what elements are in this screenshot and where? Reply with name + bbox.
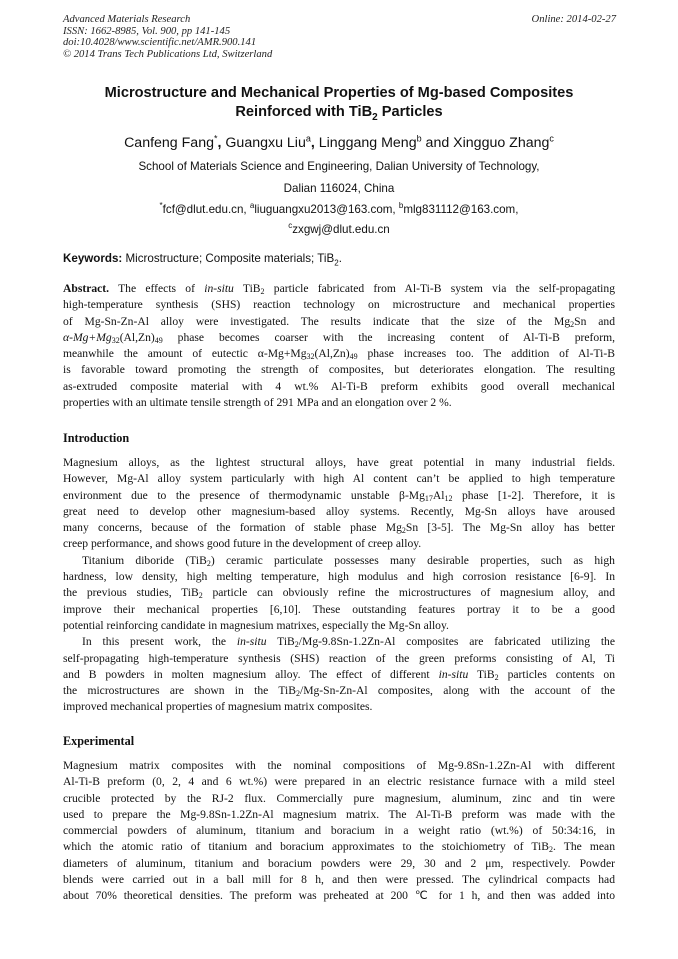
experimental-body: Magnesium matrix composites with the nominal compositions of Mg-9.8Sn-1.2Zn-Al with different Al-Ti-B preform (0, 2, 4 and 6 wt.%) were prepared in an electric resistance furnace with a mild steel crucible protected by the RJ-2 flux. Commercially pure magnesium, aluminum, zinc and tin were used to prepare the Mg-9.8Sn-1.2Zn-Al magnesium matrix. The Al-Ti-B preform was made with the commercial powders of aluminum, titanium and boracium in a weight ratio (wt.%) of 50:34:16, in which the atomic ratio of titanium and boracium approximates to the stoichiometry of TiB$_2$. The mean diameters of aluminum, titanium and boracium powders were 29, 30 and 2 μm, respectively. Powder blends were carried out in a ball mill for 8 h, and then were pressed. The cylindrical compacts had about 70% theoretical densities. The preform was preheated at 200 ℃ for 1 h, and then was added into: [63, 759, 616, 903]
introduction-body: Magnesium alloys, as the lightest structural alloys, have great potential in many industrial fields. However, Mg-Al alloy system particularly with high Al content can’t be applied to high temperature environment due to the presence of thermodynamic unstable $\beta-Mg_{17}Al_{12}$ phase [1-2]. Therefore, it is great need to develop other magnesium-based alloy systems. Recently, Mg-Sn alloys have aroused many concerns, because of the formation of stable phase $Mg_2Sn$ [3-5]. The Mg-Sn alloy has better creep performance, and shows good future in the development of creep alloy. Titanium diboride (TiB$_2$) ceramic particulate possesses many desirable properties, such as high hardness, low density, high melting temperature, high modulus and high corrosion resistance [6-9]. In the previous studies, TiB$_2$ particle can obviously refine the microstructures of magnesium alloy, and improve their mechanical properties [6,10]. These outstanding features portray it to be a good potential reinforcing candidate in magnesium matrixes, especially the Mg-Sn alloy. In this present work, the in-situ TiB$_2$/Mg-9.8Sn-1.2Zn-Al composites are fabricated utilizing the self-propagating high-temperature synthesis (SHS) reaction of the green preforms consisting of Al, Ti and B powders in molten magnesium alloy. The effect of different in-situ TiB$_2$ particles contents on the microstructures are shown in the TiB$_2$/Mg-Sn-Zn-Al composites, along with the account of the improved mechanical properties of magnesium matrix composites.: [63, 456, 615, 714]
title-line-1: Microstructure and Mechanical Properties of Mg-based Composites: [104, 85, 574, 101]
keywords-label: Keywords:: [63, 252, 123, 265]
issn-line: ISSN: 1662-8985, Vol. 900, pp 141-145: [63, 25, 231, 37]
online-date: Online: 2014-02-27: [531, 14, 616, 25]
author-name: Xingguo Zhang: [453, 135, 550, 151]
email-link[interactable]: liuguangxu2013@163.com,: [254, 203, 399, 216]
author-name: Linggang Meng: [318, 135, 417, 151]
email-link[interactable]: mlg831112@163.com,: [403, 203, 519, 216]
abstract-label: Abstract.: [63, 282, 110, 295]
author-mark: *: [213, 133, 218, 144]
email-line-1: *fcf@dlut.edu.cn, $^a$liuguangxu2013@163.com, $^b$mlg831112@163.com,: [159, 201, 519, 216]
author-list: Canfeng Fang*, Guangxu Liu$^a$, Linggang Meng$^b$ and Xingguo Zhang$^c$: [124, 133, 554, 151]
section-heading-introduction: Introduction: [63, 431, 130, 445]
abstract: Abstract. The effects of in-situ TiB$_2$ particle fabricated from Al-Ti-B system via the self-propagating high-temperature synthesis (SHS) reaction technology on microstructure and mechanical properties of Mg-Sn-Zn-Al alloy were investigated. The results indicate that the size of the $Mg_2Sn$ and $\alpha-Mg+Mg_{32}(Al,Zn)_{49}$ phase becomes coarser with the increasing content of Al-Ti-B preform, meanwhile the amount of eutectic $\alpha-Mg+Mg_{32}(Al,Zn)_{49}$ phase increases too. The addition of Al-Ti-B is favorable toward promoting the strength of composites, but deteriorates elongation. The resulting as-extruded composite material with 4 wt.% Al-Ti-B preform exhibits good overall mechanical properties with an ultimate tensile strength of 291 MPa and an elongation over 2 %.: [63, 282, 615, 410]
paper-title: [40, 84, 638, 122]
journal-header: [63, 14, 272, 60]
keywords: Keywords: Microstructure; Composite materials; TiB$_2$.: [63, 252, 342, 268]
email-line-2: $^c$zxgwj@dlut.edu.cn: [288, 221, 390, 236]
author-mark: c: [549, 133, 554, 144]
section-heading-experimental: Experimental: [63, 734, 135, 748]
author-mark: b: [416, 133, 422, 144]
journal-name: Advanced Materials Research: [63, 14, 191, 25]
author-name: Canfeng Fang: [124, 135, 214, 151]
email-link[interactable]: fcf@dlut.edu.cn,: [162, 203, 250, 216]
affiliation-line-1: School of Materials Science and Engineering, Dalian University of Technology,: [138, 160, 540, 173]
doi-line[interactable]: doi:10.4028/www.scientific.net/AMR.900.141: [63, 37, 257, 49]
email-link[interactable]: zxgwj@dlut.edu.cn: [292, 223, 390, 236]
author-mark: a: [305, 133, 311, 144]
title-line-2: Reinforced with TiB$_2$ Particles: [235, 104, 443, 123]
author-name: Guangxu Liu: [225, 135, 306, 151]
copyright-line: © 2014 Trans Tech Publications Ltd, Switzerland: [63, 48, 273, 60]
affiliation-line-2: Dalian 116024, China: [283, 182, 395, 195]
